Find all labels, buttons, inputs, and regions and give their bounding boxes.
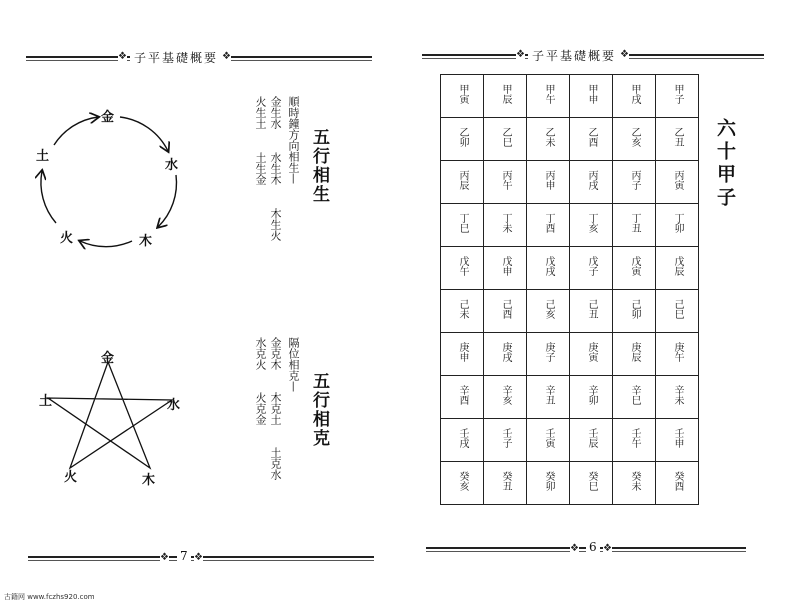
table-cell	[570, 247, 613, 290]
table-cell	[484, 75, 527, 118]
ganzhi-label: 丁酉	[543, 213, 554, 233]
ganzhi-label: 癸丑	[500, 471, 511, 491]
table-cell	[484, 462, 527, 505]
sheng-line-1: 金生水	[269, 96, 282, 129]
table-row	[441, 204, 699, 247]
ganzhi-label: 丙辰	[457, 170, 468, 190]
table-cell	[656, 290, 699, 333]
table-cell	[613, 376, 656, 419]
ganzhi-label: 戊子	[586, 256, 597, 276]
ke-line-5: 火克金	[254, 392, 267, 425]
sheng-node-mu: 木	[139, 234, 153, 249]
ganzhi-label: 乙卯	[457, 127, 468, 147]
ke-line-1: 金克木	[269, 337, 282, 370]
table-cell	[656, 462, 699, 505]
ganzhi-label: 壬寅	[543, 428, 554, 448]
left-footer-ornament-left: ❖	[160, 552, 169, 563]
ganzhi-label: 己丑	[586, 299, 597, 319]
ke-node-mu: 木	[142, 473, 156, 488]
ganzhi-label: 丁未	[500, 213, 511, 233]
ganzhi-label: 癸亥	[457, 471, 468, 491]
ganzhi-label: 戊申	[500, 256, 511, 276]
ke-node-tu: 土	[39, 394, 53, 409]
table-cell	[527, 333, 570, 376]
ganzhi-label: 甲戌	[629, 84, 640, 104]
sexagenary-title: 六十甲子	[714, 118, 736, 210]
sheng-title: 五行相生	[309, 128, 329, 204]
table-cell	[656, 376, 699, 419]
ganzhi-label: 癸卯	[543, 471, 554, 491]
ganzhi-label: 辛未	[672, 385, 683, 405]
table-row	[441, 75, 699, 118]
ganzhi-label: 辛丑	[543, 385, 554, 405]
ke-line-3: 土克水	[269, 447, 282, 480]
ke-node-jin: 金	[101, 351, 115, 366]
sheng-line-2: 水生木	[269, 152, 282, 185]
arc-mu-huo	[80, 241, 132, 247]
table-cell	[527, 75, 570, 118]
right-page-number: 6	[586, 540, 600, 554]
sexagenary-table	[440, 74, 699, 505]
ganzhi-label: 丁巳	[457, 213, 468, 233]
table-cell	[527, 204, 570, 247]
ganzhi-label: 丙子	[629, 170, 640, 190]
table-cell	[441, 247, 484, 290]
sheng-line-3: 木生火	[269, 208, 282, 241]
table-cell	[441, 462, 484, 505]
table-row	[441, 462, 699, 505]
table-cell	[570, 376, 613, 419]
table-cell	[441, 419, 484, 462]
table-cell	[570, 290, 613, 333]
ganzhi-label: 丁亥	[586, 213, 597, 233]
sheng-intro: 順時鐘方向相生—	[287, 96, 300, 184]
table-cell	[441, 204, 484, 247]
ganzhi-label: 乙巳	[500, 127, 511, 147]
ganzhi-label: 癸酉	[672, 471, 683, 491]
right-footer-ornament-left: ❖	[570, 543, 579, 554]
ganzhi-label: 甲辰	[500, 84, 511, 104]
ke-title: 五行相克	[309, 372, 329, 448]
table-cell	[527, 161, 570, 204]
sheng-line-4: 火生土	[254, 96, 267, 129]
ke-line-4: 水克火	[254, 337, 267, 370]
table-cell	[441, 161, 484, 204]
table-cell	[441, 118, 484, 161]
footer-watermark: 古籍网 www.fczhs920.com	[4, 593, 95, 601]
table-cell	[527, 419, 570, 462]
table-cell	[527, 247, 570, 290]
ganzhi-label: 己亥	[543, 299, 554, 319]
right-header-ornament-left: ❖	[516, 49, 525, 60]
left-header-ornament-right: ❖	[222, 51, 231, 62]
table-cell	[613, 75, 656, 118]
table-cell	[656, 161, 699, 204]
table-cell	[527, 462, 570, 505]
table-cell	[570, 204, 613, 247]
ganzhi-label: 甲寅	[457, 84, 468, 104]
table-cell	[441, 290, 484, 333]
table-cell	[527, 376, 570, 419]
ganzhi-label: 丙寅	[672, 170, 683, 190]
table-cell	[484, 290, 527, 333]
sheng-node-tu: 土	[36, 149, 50, 164]
ganzhi-label: 庚申	[457, 342, 468, 362]
table-cell	[656, 419, 699, 462]
ganzhi-label: 庚辰	[629, 342, 640, 362]
table-cell	[613, 462, 656, 505]
ganzhi-label: 癸未	[629, 471, 640, 491]
table-cell	[527, 118, 570, 161]
ganzhi-label: 庚午	[672, 342, 683, 362]
arc-shui-mu	[158, 175, 176, 227]
ganzhi-label: 己未	[457, 299, 468, 319]
ganzhi-label: 甲申	[586, 84, 597, 104]
right-footer-ornament-right: ❖	[603, 543, 612, 554]
table-cell	[484, 333, 527, 376]
ganzhi-label: 庚戌	[500, 342, 511, 362]
table-row	[441, 118, 699, 161]
ganzhi-label: 壬辰	[586, 428, 597, 448]
table-cell	[613, 118, 656, 161]
table-cell	[656, 247, 699, 290]
ganzhi-label: 辛酉	[457, 385, 468, 405]
arc-huo-tu	[41, 171, 56, 223]
ganzhi-label: 壬申	[672, 428, 683, 448]
table-cell	[613, 204, 656, 247]
table-cell	[570, 333, 613, 376]
ganzhi-label: 丙申	[543, 170, 554, 190]
ganzhi-label: 戊寅	[629, 256, 640, 276]
table-row	[441, 247, 699, 290]
ganzhi-label: 戊戌	[543, 256, 554, 276]
ganzhi-label: 乙亥	[629, 127, 640, 147]
ganzhi-label: 丁丑	[629, 213, 640, 233]
sheng-line-5: 土生金	[254, 152, 267, 185]
ganzhi-label: 丙戌	[586, 170, 597, 190]
table-cell	[441, 376, 484, 419]
table-cell	[570, 419, 613, 462]
ganzhi-label: 辛亥	[500, 385, 511, 405]
right-header-ornament-right: ❖	[620, 49, 629, 60]
ganzhi-label: 辛巳	[629, 385, 640, 405]
table-cell	[656, 204, 699, 247]
table-cell	[570, 462, 613, 505]
sheng-node-shui: 水	[165, 158, 179, 173]
sheng-node-jin: 金	[101, 110, 115, 125]
table-row	[441, 376, 699, 419]
table-cell	[484, 161, 527, 204]
table-cell	[570, 75, 613, 118]
right-header-title: 子平基礎概要	[528, 47, 620, 64]
table-cell	[484, 204, 527, 247]
ke-star-diagram	[30, 348, 190, 488]
sheng-node-huo: 火	[60, 231, 74, 246]
table-cell	[613, 333, 656, 376]
ganzhi-label: 壬午	[629, 428, 640, 448]
ke-line-2: 木克土	[269, 392, 282, 425]
left-footer-ornament-right: ❖	[194, 552, 203, 563]
ke-intro: 隔位相克—	[287, 337, 300, 392]
table-cell	[613, 247, 656, 290]
table-cell	[441, 333, 484, 376]
table-cell	[613, 161, 656, 204]
ganzhi-label: 丁卯	[672, 213, 683, 233]
table-cell	[570, 161, 613, 204]
ganzhi-label: 己巳	[672, 299, 683, 319]
table-cell	[484, 376, 527, 419]
table-cell	[656, 118, 699, 161]
table-cell	[484, 247, 527, 290]
table-row	[441, 419, 699, 462]
table-row	[441, 333, 699, 376]
arc-jin-shui	[120, 117, 168, 151]
table-cell	[570, 118, 613, 161]
table-cell	[484, 419, 527, 462]
table-cell	[656, 75, 699, 118]
table-cell	[613, 419, 656, 462]
ganzhi-label: 己卯	[629, 299, 640, 319]
ganzhi-label: 辛卯	[586, 385, 597, 405]
table-cell	[656, 333, 699, 376]
ganzhi-label: 戊午	[457, 256, 468, 276]
table-row	[441, 290, 699, 333]
ganzhi-label: 戊辰	[672, 256, 683, 276]
table-row	[441, 161, 699, 204]
ganzhi-label: 癸巳	[586, 471, 597, 491]
ganzhi-label: 丙午	[500, 170, 511, 190]
ganzhi-label: 乙酉	[586, 127, 597, 147]
ganzhi-label: 甲子	[672, 84, 683, 104]
table-cell	[484, 118, 527, 161]
ganzhi-label: 壬子	[500, 428, 511, 448]
ganzhi-label: 乙未	[543, 127, 554, 147]
table-cell	[613, 290, 656, 333]
ganzhi-label: 壬戌	[457, 428, 468, 448]
ganzhi-label: 乙丑	[672, 127, 683, 147]
ganzhi-label: 己酉	[500, 299, 511, 319]
ke-node-huo: 火	[64, 470, 78, 485]
left-header-title: 子平基礎概要	[130, 49, 222, 66]
ganzhi-label: 甲午	[543, 84, 554, 104]
ganzhi-label: 庚寅	[586, 342, 597, 362]
table-cell	[527, 290, 570, 333]
ganzhi-label: 庚子	[543, 342, 554, 362]
arc-tu-jin	[54, 117, 98, 145]
ke-node-shui: 水	[167, 398, 181, 413]
left-page-number: 7	[177, 549, 191, 563]
left-header-ornament-left: ❖	[118, 51, 127, 62]
star-lines	[48, 362, 172, 468]
table-cell	[441, 75, 484, 118]
